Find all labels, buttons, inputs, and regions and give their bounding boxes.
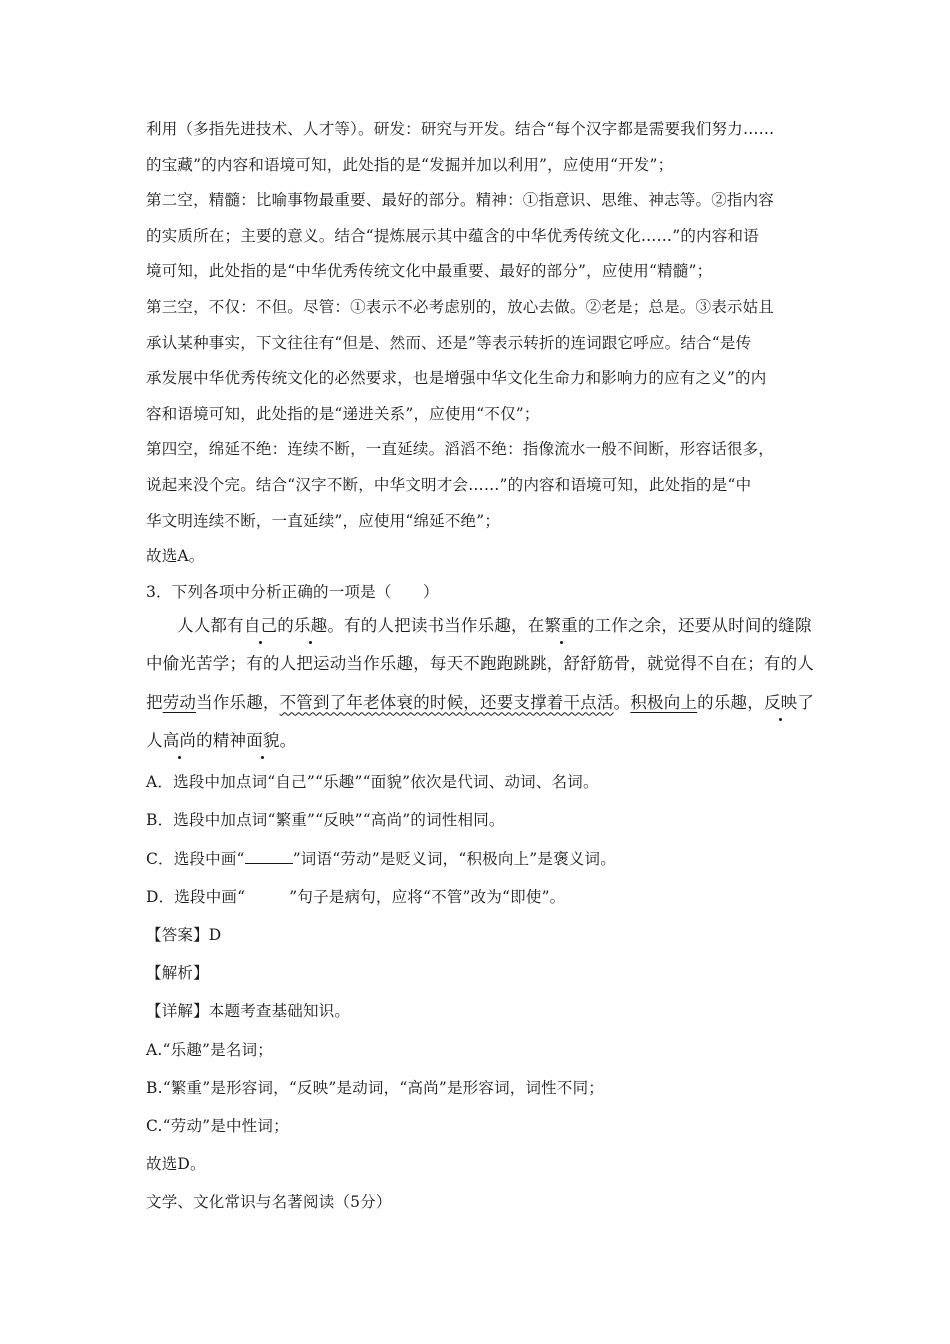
passage-line-2: 中偷光苦学；有的人把运动当作乐趣，每天不跑跑跳跳，舒舒筋骨，就觉得不自在；有的人: [146, 654, 814, 674]
section-title: 文学、文化常识与名著阅读（5分）: [146, 1193, 392, 1212]
analysis-line: 说起来没个完。结合“汉字不断，中华文明才会……”的内容和语境可知，此处指的是“中: [146, 475, 752, 494]
document-page: [146, 118, 815, 1229]
conclusion: 故选D。: [146, 1155, 206, 1174]
underlined-word-jijixiangshang: 积极向上: [630, 692, 698, 712]
explanation-a: A.“乐趣”是名词；: [146, 1040, 273, 1059]
explanation-c: C.“劳动”是中性词；: [146, 1116, 289, 1135]
explanation-b: B.“繁重”是形容词，“反映”是动词，“高尚”是形容词，词性不同；: [146, 1078, 604, 1097]
dotted-word-ziji: 自己: [244, 614, 277, 638]
analysis-line: 华文明连续不断，一直延续”，应使用“绵延不绝”；: [146, 511, 501, 530]
analysis-intro: [146, 118, 810, 567]
option-b: B．选段中加点词“繁重”“反映”“高尚”的词性相同。: [146, 811, 505, 830]
dotted-word-gaoshang: 高尚: [163, 729, 196, 753]
wavy-underlined-sentence: 不管到了年老体衰的时候，还要支撑着干点活: [279, 692, 614, 712]
option-c: C．选段中画“ ”词语“劳动”是贬义词，“积极向上”是褒义词。: [146, 849, 616, 868]
analysis-line: 的实质所在；主要的意义。结合“提炼展示其中蕴含的中华优秀传统文化……”的内容和语: [146, 226, 759, 245]
analysis-line: 的宝藏”的内容和语境可知，此处指的是“发掘并加以利用”，应使用“开发”；: [146, 155, 674, 174]
dotted-word-mianmao: 面貌: [246, 729, 279, 753]
dotted-word-fanzhong: 繁重: [544, 614, 577, 638]
dotted-word-fanying: 反映: [764, 691, 797, 715]
analysis-line: 承发展中华优秀传统文化的必然要求，也是增强中华文化生命力和影响力的应有之义”的内: [146, 369, 767, 388]
option-d: D．选段中画“ ”句子是病句，应将“不管”改为“即使”。: [146, 887, 566, 906]
analysis-line: 第二空，精髓：比喻事物最重要、最好的部分。精神：①指意识、思维、神志等。②指内容: [146, 191, 775, 210]
question-stem: 3．下列各项中分析正确的一项是（ ）: [146, 582, 439, 601]
option-a: A．选段中加点词“自己”“乐趣”“面貌”依次是代词、动词、名词。: [146, 773, 599, 792]
detail: 【详解】本题考查基础知识。: [146, 1002, 351, 1021]
analysis-line: 故选A。: [146, 547, 205, 566]
underlined-word-laodong: 劳动: [162, 692, 197, 712]
passage-line-1: 人人都有自己的乐趣。有的人把读书当作乐趣，在繁重的工作之余，还要从时间的缝隙: [146, 614, 810, 638]
analysis-line: 利用（多指先进技术、人才等）。研发：研究与开发。结合“每个汉字都是需要我们努力……: [146, 120, 775, 138]
dotted-word-lequ: 乐趣: [294, 614, 327, 638]
straight-underline-sample: [245, 849, 293, 864]
analysis-line: 第四空，绵延不绝：连续不断，一直延续。滔滔不绝：指像流水一般不间断，形容话很多，: [146, 440, 775, 459]
passage: [146, 614, 815, 754]
answer: 【答案】D: [146, 925, 222, 944]
analysis-line: 境可知，此处指的是“中华优秀传统文化中最重要、最好的部分”，应使用“精髓”；: [146, 262, 713, 281]
passage-line-4: 人高尚的精神面貌。: [146, 729, 810, 753]
passage-line-3: 把劳动当作乐趣，不管到了年老体衰的时候，还要支撑着干点活。积极向上的乐趣，反映了: [146, 691, 810, 715]
analysis-line: 承认某种事实，下文往往有“但是、然而、还是”等表示转折的连词跟它呼应。结合“是传: [146, 333, 752, 352]
wavy-underline-sample: [245, 886, 289, 900]
analysis-title: 【解析】: [146, 964, 209, 983]
analysis-line: 第三空，不仅：不但。尽管：①表示不必考虑别的，放心去做。②老是；总是。③表示姑且: [146, 297, 775, 316]
analysis-line: 容和语境可知，此处指的是“递进关系”，应使用“不仅”；: [146, 404, 540, 423]
options: [146, 771, 810, 908]
